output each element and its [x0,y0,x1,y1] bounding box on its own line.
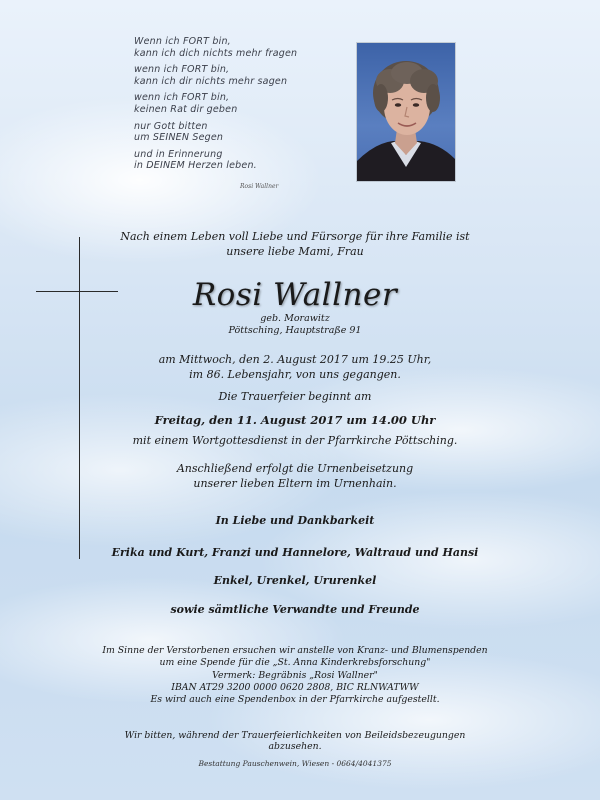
donation-line: Vermerk: Begräbnis „Rosi Wallner" [212,669,378,681]
birth-name: geb. Morawitz [260,313,330,324]
portrait-photo [357,43,455,181]
urn-line: unserer lieben Eltern im Urnenhain. [193,477,397,490]
family-grandchildren: Enkel, Urenkel, Ururenkel [213,574,377,587]
poem-stanza [134,64,334,87]
poem-line: um SEINEN Segen [134,132,224,144]
family-children: Erika und Kurt, Franzi und Hannelore, Waltraud und Hansi [111,546,479,559]
intro-line: Nach einem Leben voll Liebe und Fürsorge für ihre Familie ist [120,230,470,243]
funeral-home-footer: Bestattung Pauschenwein, Wiesen - 0664/4041375 [198,759,392,768]
urn-burial-info [100,461,490,491]
donation-line: Es wird auch eine Spendenbox in der Pfarrkirche aufgestellt. [150,694,440,706]
poem-line: kann ich dich nichts mehr fragen [134,47,298,59]
urn-line: Anschließend erfolgt die Urnenbeisetzung [176,462,414,475]
poem-stanza [134,149,334,172]
poem-line: keinen Rat dir geben [134,103,238,115]
poem-line: wenn ich FORT bin, [134,92,230,104]
donation-line: IBAN AT29 3200 0000 0620 2808, BIC RLNWATWW [171,681,419,693]
donation-line: Im Sinne der Verstorbenen ersuchen wir anstelle von Kranz- und Blumenspenden [102,645,488,656]
donation-line: um eine Spende für die „St. Anna Kinderkrebsforschung" [159,657,431,669]
family-relatives: sowie sämtliche Verwandte und Freunde [170,603,420,616]
poem-line: wenn ich FORT bin, [134,64,230,76]
handwritten-poem [134,36,334,177]
poem-line: kann ich dir nichts mehr sagen [134,75,288,87]
ceremony-date: Freitag, den 11. August 2017 um 14.00 Uhr [154,413,436,427]
death-notice [100,352,490,382]
mass-info: mit einem Wortgottesdienst in der Pfarrkirche Pöttsching. [132,434,458,447]
donation-notice [100,645,490,706]
poem-stanza [134,121,334,144]
poem-signature: Rosi Wallner [240,183,279,190]
condolence-request: Wir bitten, während der Trauerfeierlichkeiten von Beileidsbezeugungen abzusehen. [124,730,466,752]
death-line: im 86. Lebensjahr, von uns gegangen. [189,368,401,381]
deceased-name: Rosi Wallner [192,277,398,313]
intro-line: unsere liebe Mami, Frau [226,245,364,258]
poem-line: in DEINEM Herzen leben. [134,160,257,172]
love-gratitude: In Liebe und Dankbarkeit [215,514,375,527]
poem-stanza [134,36,334,59]
cross-vertical-bar [79,237,80,559]
personal-details [100,313,490,337]
poem-line: nur Gott bitten [134,120,208,132]
poem-line: und in Erinnerung [134,148,223,160]
ceremony-intro: Die Trauerfeier beginnt am [218,390,372,403]
poem-stanza [134,92,334,115]
poem-line: Wenn ich FORT bin, [134,36,231,47]
address: Pöttsching, Hauptstraße 91 [228,325,362,336]
portrait-illustration [357,43,455,181]
death-line: am Mittwoch, den 2. August 2017 um 19.25 Uhr, [158,353,432,366]
intro-text [100,229,490,259]
